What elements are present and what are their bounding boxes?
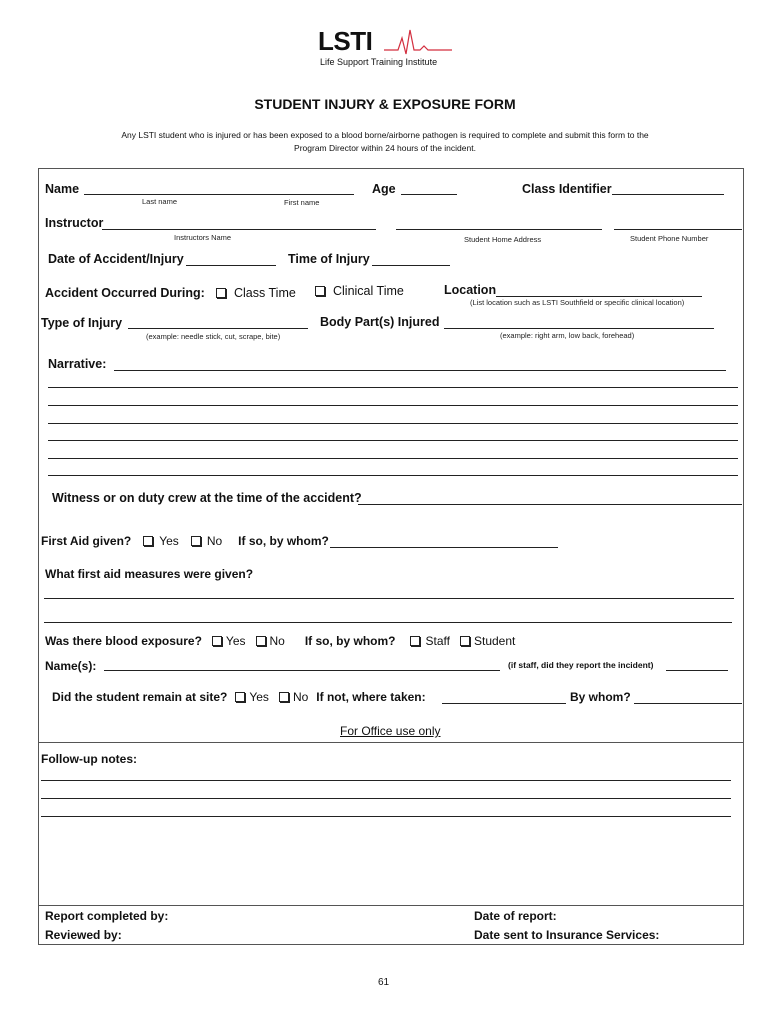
page-number: 61 bbox=[378, 977, 390, 988]
time-of-injury-field[interactable] bbox=[372, 265, 450, 266]
logo-subtitle: Life Support Training Institute bbox=[320, 57, 438, 67]
first-aid-no-label: No bbox=[206, 534, 223, 548]
first-aid-measures-label: What first aid measures were given? bbox=[45, 567, 254, 581]
name-label: Name bbox=[45, 182, 80, 196]
phone-field[interactable] bbox=[614, 229, 742, 230]
narrative-line-6[interactable] bbox=[48, 458, 738, 459]
form-title: STUDENT INJURY & EXPOSURE FORM bbox=[254, 96, 516, 112]
instructor-label: Instructor bbox=[45, 216, 104, 230]
by-whom-label: By whom? bbox=[570, 690, 631, 704]
location-field[interactable] bbox=[496, 296, 702, 297]
type-of-injury-label: Type of Injury bbox=[41, 316, 123, 330]
remain-no-label: No bbox=[292, 690, 309, 704]
accident-during-label: Accident Occurred During: bbox=[45, 286, 205, 300]
instructors-name-hint: Instructors Name bbox=[174, 233, 232, 242]
remain-yes-label: Yes bbox=[249, 690, 269, 704]
first-aid-measures-line-1[interactable] bbox=[44, 598, 734, 599]
home-address-field[interactable] bbox=[396, 229, 602, 230]
narrative-line-5[interactable] bbox=[48, 440, 738, 441]
report-completed-label: Report completed by: bbox=[45, 909, 169, 923]
office-use-label: For Office use only bbox=[340, 724, 441, 738]
age-field[interactable] bbox=[401, 194, 457, 195]
body-parts-field[interactable] bbox=[444, 328, 714, 329]
date-of-accident-label: Date of Accident/Injury bbox=[48, 252, 184, 266]
intro-line-1: Any LSTI student who is injured or has been exposed to a blood borne/airborne pathogen is required to complete and submit this form to the bbox=[121, 130, 649, 140]
names-label: Name(s): bbox=[45, 659, 97, 673]
if-not-where-label: If not, where taken: bbox=[316, 690, 426, 704]
followup-line-1[interactable] bbox=[41, 780, 731, 781]
blood-exposure-row bbox=[45, 634, 515, 648]
clinical-time-label: Clinical Time bbox=[333, 284, 404, 298]
blood-yes-checkbox[interactable] bbox=[212, 636, 222, 646]
first-aid-by-whom-field[interactable] bbox=[330, 547, 558, 548]
first-aid-yes-checkbox[interactable] bbox=[143, 536, 153, 546]
class-time-option[interactable] bbox=[216, 286, 296, 300]
blood-yes-label: Yes bbox=[225, 634, 246, 648]
narrative-line-4[interactable] bbox=[48, 423, 738, 424]
home-address-hint: Student Home Address bbox=[464, 235, 542, 244]
class-time-label: Class Time bbox=[234, 286, 296, 300]
remain-at-site-row bbox=[52, 690, 426, 704]
ecg-line-icon bbox=[384, 28, 452, 56]
first-aid-no-checkbox[interactable] bbox=[191, 536, 201, 546]
class-identifier-label: Class Identifier bbox=[522, 182, 612, 196]
blood-no-checkbox[interactable] bbox=[256, 636, 266, 646]
student-label: Student bbox=[473, 634, 516, 648]
office-divider bbox=[38, 742, 743, 743]
first-name-hint: First name bbox=[284, 198, 320, 207]
logo bbox=[318, 26, 450, 70]
blood-exposure-label: Was there blood exposure? bbox=[45, 634, 202, 648]
witness-label: Witness or on duty crew at the time of the accident? bbox=[52, 491, 362, 505]
first-aid-label: First Aid given? bbox=[41, 534, 132, 548]
body-parts-label: Body Part(s) Injured bbox=[320, 315, 440, 329]
staff-label: Staff bbox=[425, 634, 450, 648]
followup-line-3[interactable] bbox=[41, 816, 731, 817]
if-staff-field[interactable] bbox=[666, 670, 728, 671]
date-of-report-label: Date of report: bbox=[474, 909, 557, 923]
first-aid-yes-label: Yes bbox=[159, 534, 179, 548]
class-time-checkbox[interactable] bbox=[216, 288, 226, 298]
body-parts-hint: (example: right arm, low back, forehead) bbox=[500, 331, 635, 340]
narrative-line-3[interactable] bbox=[48, 405, 738, 406]
logo-text: LSTI bbox=[318, 26, 373, 56]
phone-hint: Student Phone Number bbox=[630, 234, 709, 243]
first-aid-by-whom-label: If so, by whom? bbox=[238, 534, 329, 548]
type-of-injury-hint: (example: needle stick, cut, scrape, bite) bbox=[146, 332, 281, 341]
remain-at-site-label: Did the student remain at site? bbox=[52, 690, 228, 704]
followup-line-2[interactable] bbox=[41, 798, 731, 799]
clinical-time-checkbox[interactable] bbox=[315, 286, 325, 296]
first-aid-measures-line-2[interactable] bbox=[44, 622, 732, 623]
type-of-injury-field[interactable] bbox=[128, 328, 308, 329]
remain-no-checkbox[interactable] bbox=[279, 692, 289, 702]
narrative-line-1[interactable] bbox=[114, 370, 726, 371]
last-name-hint: Last name bbox=[142, 197, 178, 206]
if-staff-hint: (if staff, did they report the incident) bbox=[508, 660, 654, 670]
witness-field[interactable] bbox=[358, 504, 742, 505]
reviewed-by-label: Reviewed by: bbox=[45, 928, 122, 942]
narrative-line-7[interactable] bbox=[48, 475, 738, 476]
location-label: Location bbox=[444, 283, 497, 297]
narrative-label: Narrative: bbox=[48, 357, 107, 371]
where-taken-field[interactable] bbox=[442, 703, 566, 704]
age-label: Age bbox=[372, 182, 396, 196]
blood-no-label: No bbox=[269, 634, 285, 648]
instructor-field[interactable] bbox=[102, 229, 376, 230]
followup-label: Follow-up notes: bbox=[41, 752, 137, 766]
student-checkbox[interactable] bbox=[460, 636, 470, 646]
date-sent-label: Date sent to Insurance Services: bbox=[474, 928, 660, 942]
date-of-accident-field[interactable] bbox=[186, 265, 276, 266]
by-whom-field[interactable] bbox=[634, 703, 742, 704]
narrative-line-2[interactable] bbox=[48, 387, 738, 388]
staff-checkbox[interactable] bbox=[410, 636, 420, 646]
blood-by-whom-label: If so, by whom? bbox=[304, 634, 396, 648]
intro-line-2: Program Director within 24 hours of the incident. bbox=[294, 143, 476, 153]
class-identifier-field[interactable] bbox=[612, 194, 724, 195]
location-hint: (List location such as LSTI Southfield or specific clinical location) bbox=[470, 298, 685, 307]
report-divider bbox=[38, 905, 743, 906]
first-aid-row bbox=[41, 534, 329, 548]
name-field[interactable] bbox=[84, 194, 354, 195]
names-field[interactable] bbox=[104, 670, 500, 671]
time-of-injury-label: Time of Injury bbox=[288, 252, 370, 266]
clinical-time-option[interactable] bbox=[315, 284, 404, 298]
remain-yes-checkbox[interactable] bbox=[235, 692, 245, 702]
